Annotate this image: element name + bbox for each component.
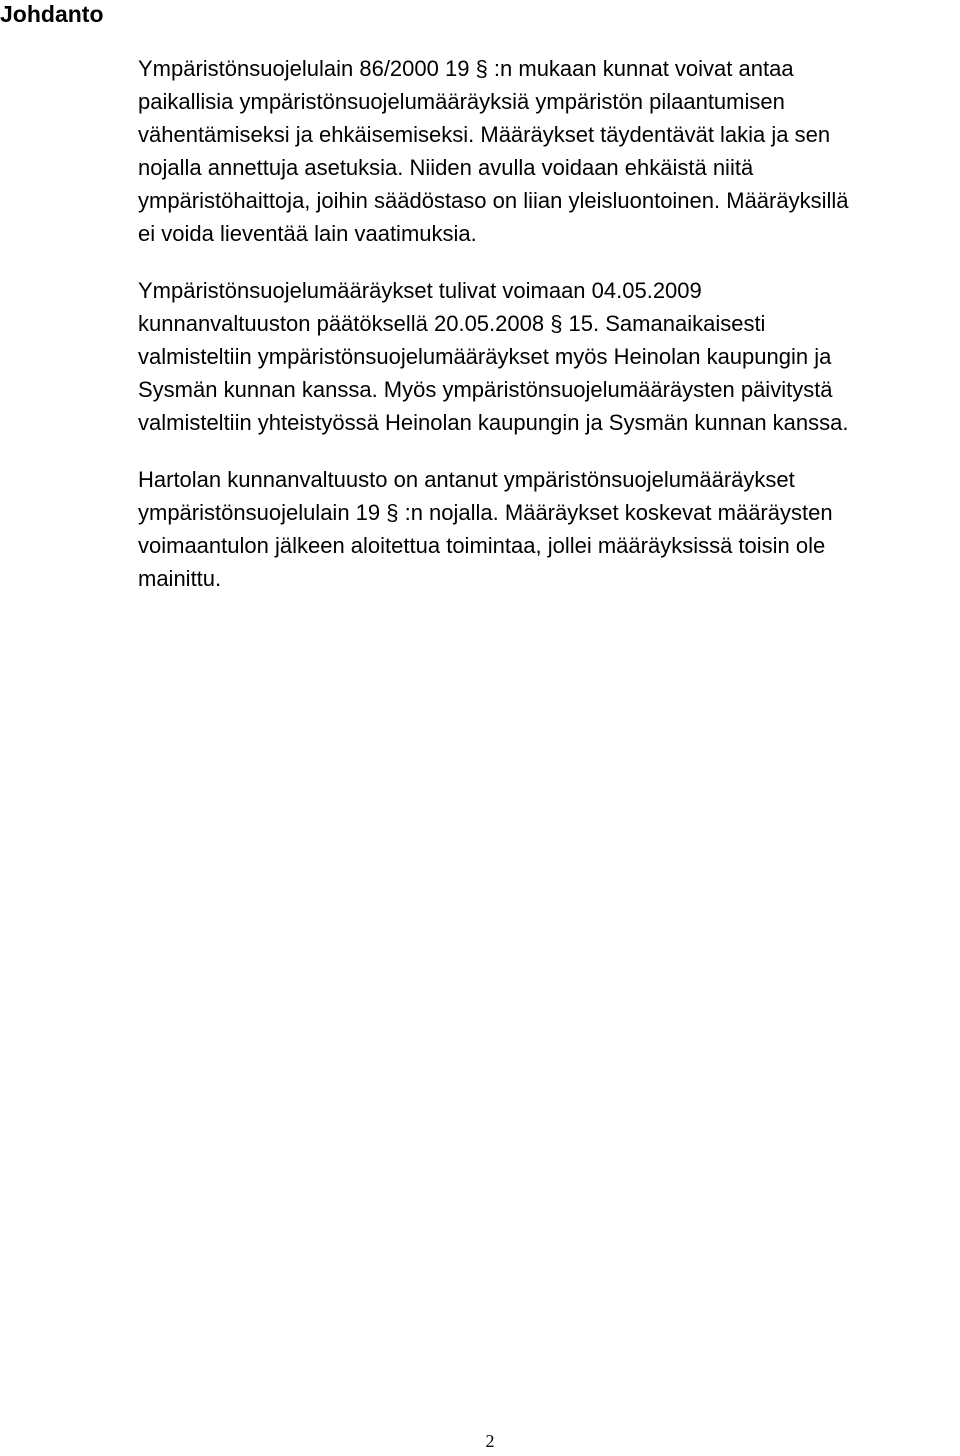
text-line: valmisteltiin ympäristönsuojelumääräykset myös Heinolan kaupungin ja bbox=[138, 344, 832, 369]
text-line: valmisteltiin yhteistyössä Heinolan kaupungin ja Sysmän kunnan kanssa. bbox=[138, 410, 849, 435]
text-line: mainittu. bbox=[138, 566, 222, 591]
text-line: Sysmän kunnan kanssa. Myös ympäristönsuojelumääräysten päivitystä bbox=[138, 377, 833, 402]
text-line: nojalla annettuja asetuksia. Niiden avulla voidaan ehkäistä niitä bbox=[138, 155, 754, 180]
text-line: ympäristöhaittoja, joihin säädöstaso on liian yleisluontoinen. Määräyksillä bbox=[138, 188, 849, 213]
text-line: Ympäristönsuojelumääräykset tulivat voimaan 04.05.2009 bbox=[138, 278, 702, 303]
text-line: Hartolan kunnanvaltuusto on antanut ympäristönsuojelumääräykset bbox=[138, 467, 795, 492]
text-line: vähentämiseksi ja ehkäisemiseksi. Määräykset täydentävät lakia ja sen bbox=[138, 122, 831, 147]
text-line: voimaantulon jälkeen aloitettua toimintaa, jollei määräyksissä toisin ole bbox=[138, 533, 826, 558]
text-line: ei voida lieventää lain vaatimuksia. bbox=[138, 221, 477, 246]
text-line: Ympäristönsuojelulain 86/2000 19 § :n mukaan kunnat voivat antaa bbox=[138, 56, 794, 81]
text-line: paikallisia ympäristönsuojelumääräyksiä ympäristön pilaantumisen bbox=[138, 89, 785, 114]
paragraph-intro-law bbox=[138, 52, 960, 250]
paragraph-effective-date bbox=[138, 274, 960, 439]
text-line: kunnanvaltuuston päätöksellä 20.05.2008 § 15. Samanaikaisesti bbox=[138, 311, 766, 336]
text-line: ympäristönsuojelulain 19 § :n nojalla. Määräykset koskevat määräysten bbox=[138, 500, 833, 525]
paragraph-scope bbox=[138, 463, 960, 595]
page-number: 2 bbox=[485, 1431, 495, 1451]
page-title: Johdanto bbox=[0, 1, 104, 27]
